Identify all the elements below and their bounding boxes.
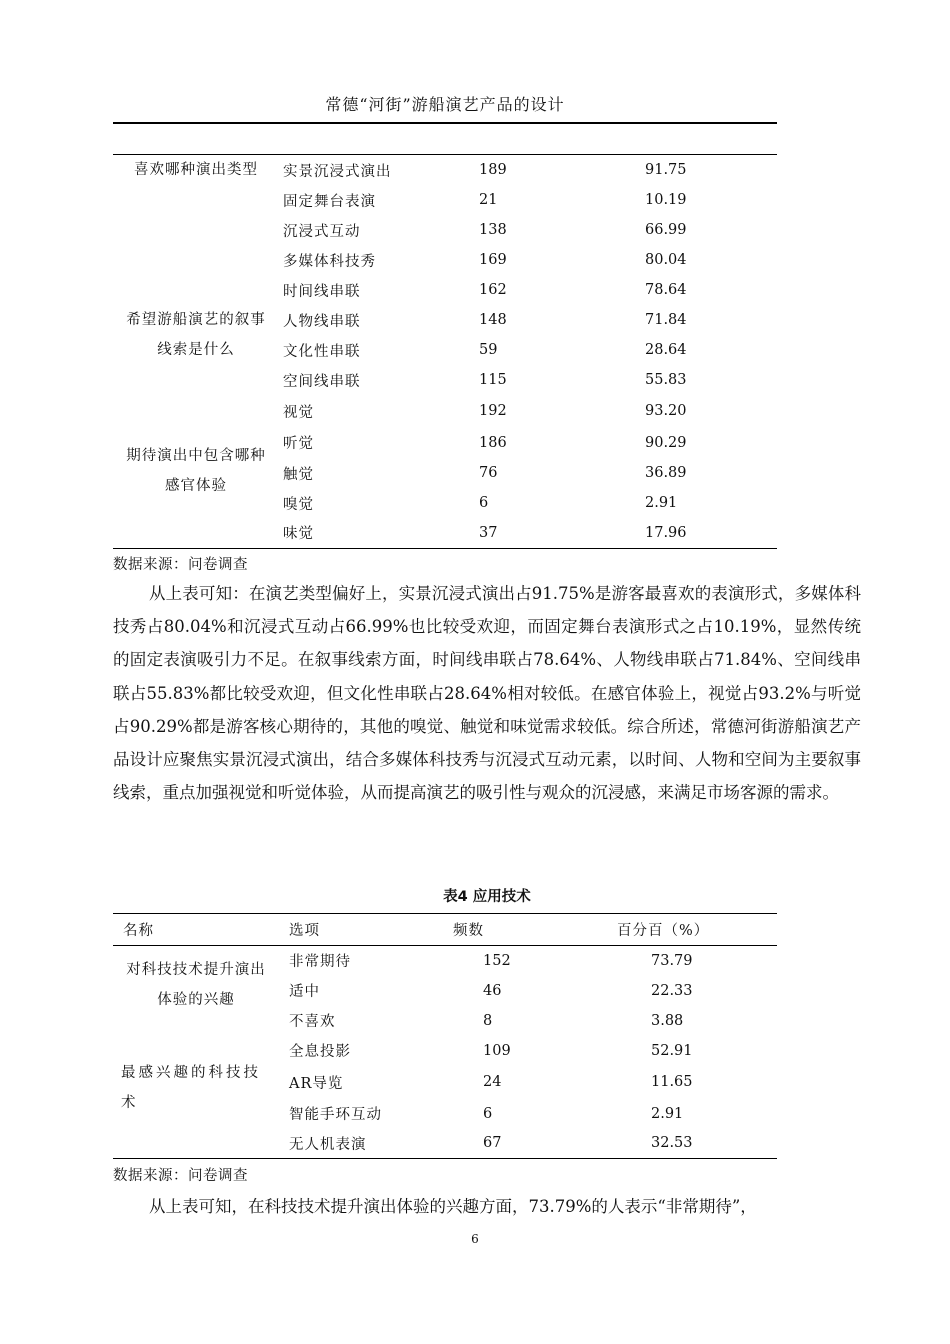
table-row	[113, 215, 777, 245]
header-name: 名称	[123, 923, 154, 939]
table-header-row	[113, 914, 777, 946]
count-cell: 138	[479, 222, 507, 238]
table-source-note: 数据来源：问卷调查	[113, 557, 248, 573]
body-paragraph: 从上表可知，在科技技术提升演出体验的兴趣方面，73.79%的人表示“非常期待”，	[149, 1197, 757, 1216]
option-cell: 非常期待	[289, 954, 351, 971]
count-cell: 37	[479, 524, 498, 541]
percent-cell: 2.91	[651, 1105, 684, 1122]
category-cell: 喜欢哪种演出类型	[134, 162, 258, 178]
option-cell: 适中	[289, 984, 320, 1000]
page-number: 6	[471, 1232, 479, 1246]
option-cell: 人物线串联	[283, 313, 361, 330]
option-cell: 全息投影	[289, 1044, 351, 1060]
count-cell: 162	[479, 282, 507, 298]
option-cell: 文化性串联	[283, 343, 361, 360]
percent-cell: 11.65	[651, 1074, 693, 1090]
option-cell: 无人机表演	[289, 1136, 367, 1153]
option-cell: 听觉	[283, 436, 314, 452]
percent-cell: 2.91	[645, 495, 678, 511]
percent-cell: 90.29	[645, 434, 687, 451]
percent-cell: 32.53	[651, 1135, 693, 1152]
count-cell: 8	[483, 1012, 493, 1029]
table-row	[113, 155, 777, 186]
option-cell: 空间线串联	[283, 373, 361, 390]
count-cell: 192	[479, 403, 507, 419]
percent-cell: 17.96	[645, 524, 687, 541]
table-caption: 表4 应用技术	[443, 889, 531, 905]
category-cell: 希望游船演艺的叙事线索是什么	[126, 312, 266, 358]
count-cell: 46	[483, 982, 502, 999]
percent-cell: 93.20	[645, 403, 687, 419]
count-cell: 152	[483, 952, 511, 969]
count-cell: 59	[479, 342, 498, 358]
count-cell: 148	[479, 312, 507, 328]
running-header: 常德“河街”游船演艺产品的设计	[325, 95, 565, 114]
count-cell: 21	[479, 192, 498, 208]
count-cell: 24	[483, 1074, 502, 1090]
header-option: 选项	[289, 923, 320, 939]
option-cell: 味觉	[283, 526, 314, 543]
table-source-note: 数据来源：问卷调查	[113, 1168, 248, 1184]
header-percent: 百分百（%）	[617, 923, 710, 939]
percent-cell: 52.91	[651, 1042, 693, 1059]
table-row	[113, 1036, 777, 1066]
percent-cell: 80.04	[645, 252, 687, 268]
table-row	[113, 946, 777, 976]
option-cell: 实景沉浸式演出	[283, 163, 392, 180]
percent-cell: 36.89	[645, 465, 687, 481]
percent-cell: 73.79	[651, 952, 693, 969]
percent-cell: 55.83	[645, 372, 687, 388]
count-cell: 186	[479, 434, 507, 451]
percent-cell: 10.19	[645, 192, 687, 208]
option-cell: 固定舞台表演	[283, 193, 376, 210]
header-count: 频数	[453, 923, 484, 939]
table-row	[113, 245, 777, 275]
option-cell: 触觉	[283, 466, 314, 483]
option-cell: 多媒体科技秀	[283, 253, 376, 270]
percent-cell: 71.84	[645, 312, 687, 328]
option-cell: 嗅觉	[283, 496, 314, 513]
option-cell: 不喜欢	[289, 1014, 336, 1030]
count-cell: 76	[479, 465, 498, 481]
percent-cell: 78.64	[645, 282, 687, 298]
count-cell: 109	[483, 1042, 511, 1059]
percent-cell: 66.99	[645, 222, 687, 238]
percent-cell: 22.33	[651, 982, 693, 999]
count-cell: 6	[479, 495, 489, 511]
count-cell: 6	[483, 1105, 493, 1122]
table-row	[113, 185, 777, 215]
option-cell: AR导览	[289, 1075, 344, 1092]
count-cell: 115	[479, 372, 507, 388]
table-row	[113, 395, 777, 427]
option-cell: 沉浸式互动	[283, 223, 361, 240]
percent-cell: 3.88	[651, 1012, 684, 1029]
option-cell: 视觉	[283, 404, 314, 421]
option-cell: 时间线串联	[283, 283, 361, 300]
body-paragraph: 从上表可知：在演艺类型偏好上，实景沉浸式演出占91.75%是游客最喜欢的表演形式，多媒体科技秀占80.04%和沉浸式互动占66.99%也比较受欢迎，而固定舞台表演形式之占10.19%，显然传统的固定表演吸引力不足。在叙事线索方面，时间线串联占78.64%、人物线串联占71.84%、空间线串联占55.83%都比较受欢迎，但文化性串联占28.64%相对较低。在感官体验上，视觉占93.2%与听觉占90.29%都是游客核心期待的，其他的嗅觉、触觉和味觉需求较低。综合所述，常德河街游船演艺产品设计应聚焦实景沉浸式演出，结合多媒体科技秀与沉浸式互动元素，以时间、人物和空间为主要叙事线索，重点加强视觉和听觉体验，从而提高演艺的吸引性与观众的沉浸感，来满足市场客源的需求。	[113, 584, 861, 803]
survey-table-technology	[113, 913, 777, 1159]
survey-table-preferences	[113, 154, 777, 549]
table-row	[113, 275, 777, 305]
percent-cell: 91.75	[645, 162, 687, 178]
count-cell: 189	[479, 162, 507, 178]
header-rule	[113, 122, 777, 124]
count-cell: 67	[483, 1135, 502, 1152]
category-cell: 期待演出中包含哪种感官体验	[126, 448, 266, 495]
category-cell: 对科技技术提升演出体验的兴趣	[126, 962, 266, 1008]
percent-cell: 28.64	[645, 342, 687, 358]
count-cell: 169	[479, 252, 507, 268]
option-cell: 智能手环互动	[289, 1107, 382, 1123]
category-cell: 最感兴趣的科技技术	[121, 1064, 261, 1111]
